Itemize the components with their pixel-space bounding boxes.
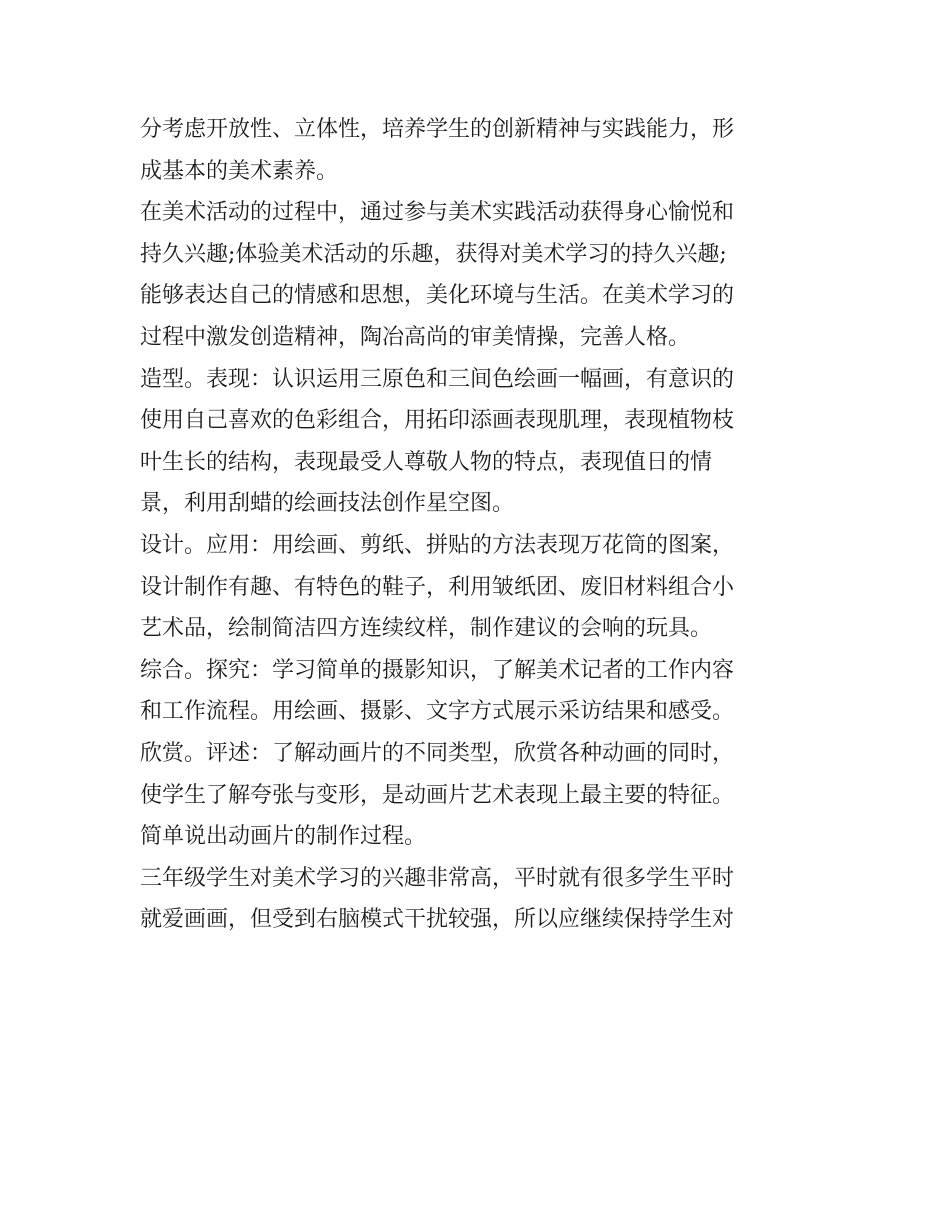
text-line: 欣赏。评述：了解动画片的不同类型，欣赏各种动画的同时，: [140, 740, 735, 766]
text-line: 在美术活动的过程中，通过参与美术实践活动获得身心愉悦和: [140, 200, 735, 226]
text-line: 就爱画画，但受到右脑模式干扰较强，所以应继续保持学生对: [140, 907, 735, 933]
text-line: 三年级学生对美术学习的兴趣非常高，平时就有很多学生平时: [140, 865, 735, 891]
text-line: 设计。应用：用绘画、剪纸、拼贴的方法表现万花筒的图案，: [140, 532, 735, 558]
text-line: 使用自己喜欢的色彩组合，用拓印添画表现肌理，表现植物枝: [140, 408, 735, 434]
text-line: 分考虑开放性、立体性，培养学生的创新精神与实践能力，形: [140, 117, 735, 142]
text-line: 过程中激发创造精神，陶冶高尚的审美情操，完善人格。: [140, 324, 691, 350]
text-line: 设计制作有趣、有特色的鞋子，利用皱纸团、废旧材料组合小: [140, 574, 735, 600]
body-text: [140, 109, 830, 941]
text-line: 使学生了解夸张与变形，是动画片艺术表现上最主要的特征。: [140, 782, 735, 808]
text-line: 艺术品，绘制简洁四方连续纹样，制作建议的会响的玩具。: [140, 616, 713, 642]
text-line: 综合。探究：学习简单的摄影知识，了解美术记者的工作内容: [140, 657, 735, 683]
text-line: 简单说出动画片的制作过程。: [140, 824, 427, 850]
text-line: 和工作流程。用绘画、摄影、文字方式展示采访结果和感受。: [140, 699, 735, 725]
text-line: 持久兴趣;体验美术活动的乐趣，获得对美术学习的持久兴趣;: [140, 241, 727, 267]
text-line: 能够表达自己的情感和思想，美化环境与生活。在美术学习的: [140, 283, 735, 309]
text-line: 造型。表现：认识运用三原色和三间色绘画一幅画，有意识的: [140, 366, 735, 392]
text-line: 叶生长的结构，表现最受人尊敬人物的特点，表现值日的情: [140, 449, 713, 475]
text-line: 景，利用刮蜡的绘画技法创作星空图。: [140, 491, 515, 517]
text-line: 成基本的美术素养。: [140, 158, 339, 184]
